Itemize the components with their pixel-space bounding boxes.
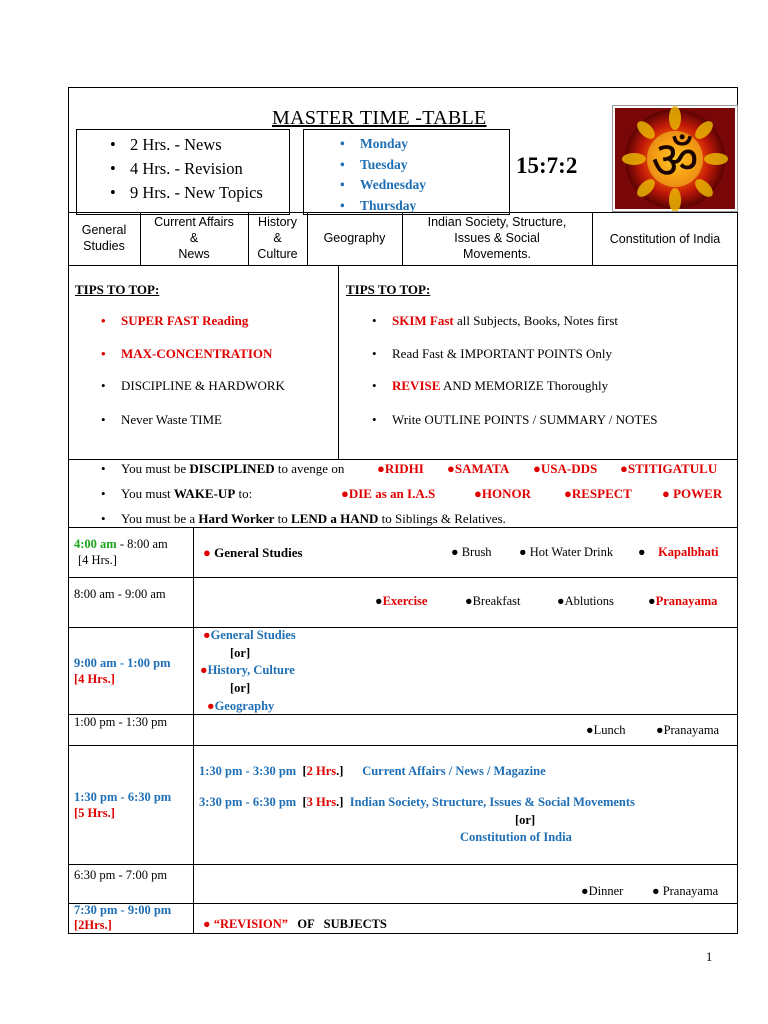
subject-history-culture: History & Culture [257, 215, 298, 261]
motto-term-die-as-ias: ●DIE as an I.A.S [341, 486, 436, 501]
motto-term-respect: ●RESPECT [564, 486, 632, 501]
r7-time: 7:30 pm - 9:00 pm [74, 903, 172, 917]
r1-act-kapalbhati: ● Kapalbhati [638, 545, 719, 559]
hours-item-new-topics: • 9 Hrs. - New Topics [130, 183, 263, 203]
r2-time: 8:00 am - 9:00 am [74, 587, 166, 601]
r1-time: 4:00 am - 8:00 am [74, 537, 168, 551]
r5-slot2: 3:30 pm - 6:30 pm [3 Hrs.] Indian Society, Structure, Issues & Social Movements [199, 795, 635, 809]
hours-box [76, 129, 290, 215]
r6-time: 6:30 pm - 7:00 pm [74, 868, 168, 882]
r3-time: 9:00 am - 1:00 pm [74, 656, 171, 670]
motto-term-power: ● POWER [662, 486, 723, 501]
motto-term-ridhi: ●RIDHI [377, 461, 424, 476]
r2-act-breakfast: ●Breakfast [465, 594, 521, 608]
tip-read-fast: • Read Fast & IMPORTANT POINTS Only [392, 346, 612, 362]
r5-constitution: Constitution of India [460, 830, 572, 844]
tip-discipline: • DISCIPLINE & HARDWORK [121, 378, 285, 394]
tip-skim-fast: • SKIM Fast all Subjects, Books, Notes first [392, 313, 618, 329]
motto-term-samata: ●SAMATA [447, 461, 510, 476]
day-thursday: • Thursday [360, 198, 416, 214]
motto-term-usa-dds: ●USA-DDS [533, 461, 598, 476]
hours-item-revision: • 4 Hrs. - Revision [130, 159, 243, 179]
tips-right-heading: TIPS TO TOP: [346, 282, 431, 297]
hours-item-news: • 2 Hrs. - News [130, 135, 222, 155]
ratio-label: 15:7:2 [516, 153, 578, 178]
motto-term-honor: ●HONOR [474, 486, 531, 501]
day-wednesday: • Wednesday [360, 177, 426, 193]
tip-write-outline: • Write OUTLINE POINTS / SUMMARY / NOTES [392, 412, 658, 428]
motto-wake-up: • You must WAKE-UP to: [121, 486, 252, 502]
r5-slot1: 1:30 pm - 3:30 pm [2 Hrs.] Current Affairs / News / Magazine [199, 764, 546, 778]
r1-act-brush: ● Brush [451, 545, 492, 559]
r7-revision: ● “REVISION” OF SUBJECTS [203, 917, 387, 931]
tips-left-heading: TIPS TO TOP: [75, 282, 160, 297]
r4-time: 1:00 pm - 1:30 pm [74, 715, 168, 729]
day-monday: • Monday [360, 136, 408, 152]
tip-super-fast-reading: • SUPER FAST Reading [121, 313, 248, 329]
r6-act-dinner: ●Dinner [581, 884, 624, 898]
motto-hard-worker: • You must be a Hard Worker to LEND a HAND to Siblings & Relatives. [121, 511, 506, 527]
r3-option-history-culture: ●History, Culture [200, 663, 295, 677]
tip-revise: • REVISE AND MEMORIZE Thoroughly [392, 378, 608, 394]
r7-duration: [2Hrs.] [74, 918, 112, 932]
subject-current-affairs: Current Affairs & News [154, 215, 234, 261]
r2-act-exercise: ●Exercise [375, 594, 428, 608]
r4-act-lunch: ●Lunch [586, 723, 626, 737]
r3-option-general-studies: ●General Studies [203, 628, 296, 642]
r5-duration: [5 Hrs.] [74, 806, 115, 820]
motto-term-stitigatulu: ●STITIGATULU [620, 461, 718, 476]
r3-duration: [4 Hrs.] [74, 672, 115, 686]
r2-act-ablutions: ●Ablutions [557, 594, 614, 608]
tip-never-waste-time: • Never Waste TIME [121, 412, 222, 428]
page-title: MASTER TIME -TABLE [272, 107, 487, 129]
r5-time: 1:30 pm - 6:30 pm [74, 790, 172, 804]
subject-constitution: Constitution of India [609, 232, 721, 246]
subject-general-studies: General Studies [81, 223, 127, 253]
days-box [303, 129, 510, 215]
svg-text:ॐ: ॐ [651, 131, 699, 191]
r6-act-pranayama: ● Pranayama [652, 884, 719, 898]
r2-act-pranayama: ●Pranayama [648, 594, 718, 608]
r5-or: [or] [515, 813, 536, 827]
subject-indian-society: Indian Society, Structure, Issues & Social Movements. [427, 215, 567, 261]
om-symbol-icon [612, 105, 738, 212]
r1-subject: ● General Studies [203, 545, 303, 560]
r4-act-pranayama: ●Pranayama [656, 723, 720, 737]
motto-disciplined: • You must be DISCIPLINED to avenge on [121, 461, 344, 477]
day-tuesday: • Tuesday [360, 157, 408, 173]
r3-or-1: [or] [230, 646, 251, 660]
subject-geography: Geography [323, 231, 386, 245]
page-number: 1 [706, 950, 713, 964]
r3-option-geography: ●Geography [207, 699, 275, 713]
r1-duration: [4 Hrs.] [78, 553, 117, 567]
tip-max-concentration: • MAX-CONCENTRATION [121, 346, 272, 362]
r3-or-2: [or] [230, 681, 251, 695]
r1-act-hot-water: ● Hot Water Drink [519, 545, 614, 559]
